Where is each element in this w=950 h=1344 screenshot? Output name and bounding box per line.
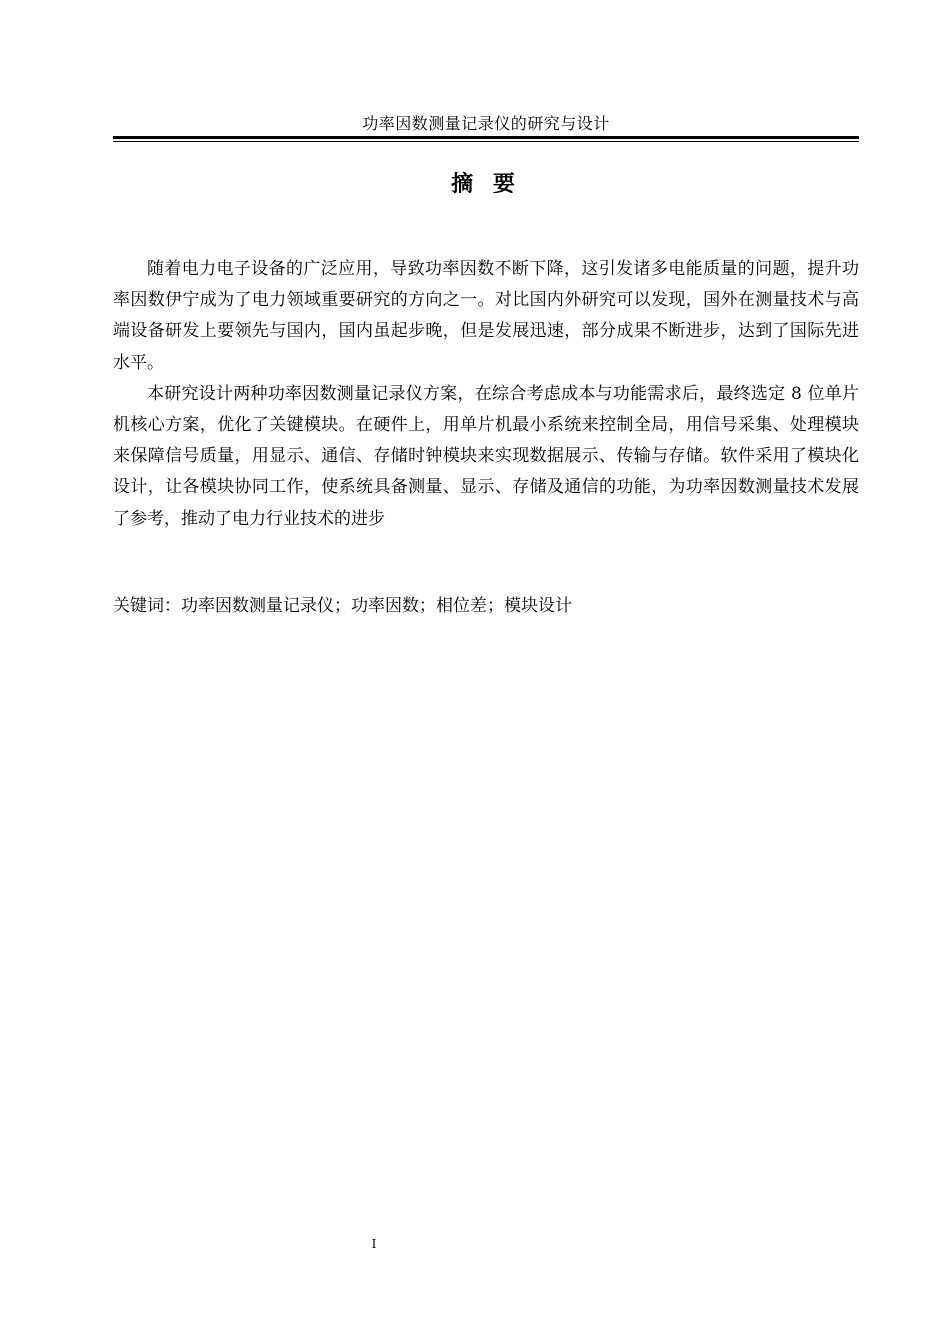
abstract-paragraph-2: 本研究设计两种功率因数测量记录仪方案，在综合考虑成本与功能需求后，最终选定 8 位单片机核心方案，优化了关键模块。在硬件上，用单片机最小系统来控制全局，用信号采集、处理模块来保障信号质量，用显示、通信、存储时钟模块来实现数据展示、传输与存储。软件采用了模块化设计，让各模块协同工作，使系统具备测量、显示、存储及通信的功能，为功率因数测量技术发展了参考，推动了电力行业技术的进步 bbox=[113, 383, 859, 529]
keywords-line bbox=[113, 593, 859, 619]
abstract-paragraph-1: 随着电力电子设备的广泛应用，导致功率因数不断下降，这引发诸多电能质量的问题，提升功率因数伊宁成为了电力领域重要研究的方向之一。对比国内外研究可以发现，国外在测量技术与高端设备研发上要领先与国内，国内虽起步晚，但是发展迅速，部分成果不断进步，达到了国际先进水平。 bbox=[113, 259, 859, 373]
running-header: 功率因数测量记录仪的研究与设计 bbox=[362, 114, 610, 133]
keywords-label: 关键词： bbox=[113, 596, 181, 616]
header-rule-thick bbox=[113, 136, 859, 139]
abstract-title: 摘 要 bbox=[451, 172, 521, 197]
page-number: I bbox=[371, 1237, 377, 1251]
header-rule-thin bbox=[113, 141, 859, 142]
abstract-body bbox=[113, 254, 859, 535]
keywords-text: 功率因数测量记录仪；功率因数；相位差；模块设计 bbox=[181, 596, 572, 616]
